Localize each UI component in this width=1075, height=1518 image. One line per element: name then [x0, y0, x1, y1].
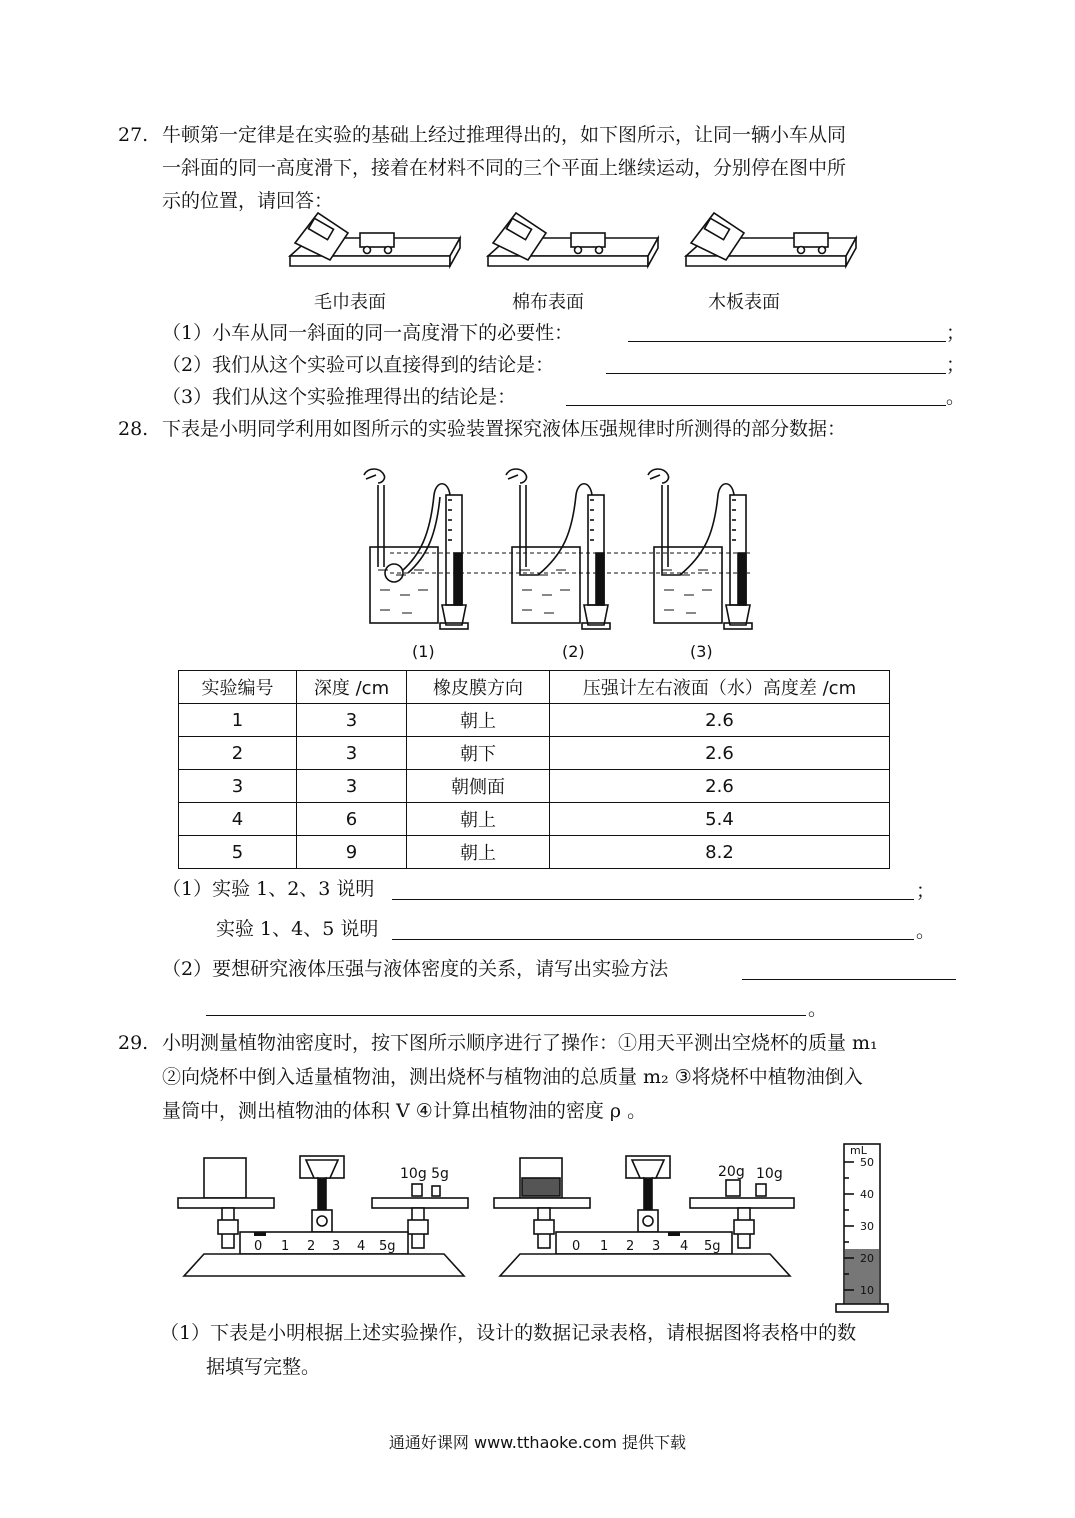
surface-label-wood: 木板表面	[708, 292, 780, 313]
header-height-difference: 压强计左右液面（水）高度差 /cm	[550, 671, 890, 704]
q28-answer-blank-3[interactable]	[742, 979, 956, 980]
balance2-weight-b: 10g	[756, 1166, 783, 1182]
table-cell: 2.6	[550, 704, 890, 737]
table-cell: 朝上	[407, 836, 550, 869]
q27-stem-line3: 示的位置，请回答：	[162, 190, 334, 212]
q27-sub3-end: 。	[946, 386, 966, 408]
q28-pressure-figure	[350, 455, 780, 635]
table-row	[179, 737, 890, 770]
q29-stem-line1: 小明测量植物油密度时，按下图所示顺序进行了操作：①用天平测出空烧杯的质量 m₁	[162, 1032, 878, 1054]
surface-label-towel: 毛巾表面	[314, 292, 386, 313]
q29-sub1-line1: （1）下表是小明根据上述实验操作，设计的数据记录表格，请根据图将表格中的数	[160, 1322, 857, 1344]
table-row	[179, 836, 890, 869]
cylinder-tick-40: 40	[860, 1188, 874, 1201]
scale-tick-3: 3	[652, 1239, 661, 1254]
q27-sub2-end: ；	[946, 354, 966, 376]
figure-label-2: (2)	[562, 642, 585, 661]
q29-stem-line2: ②向烧杯中倒入适量植物油，测出烧杯与植物油的总质量 m₂ ③将烧杯中植物油倒入	[162, 1066, 863, 1088]
cylinder-tick-30: 30	[860, 1220, 874, 1233]
table-cell: 1	[179, 704, 297, 737]
q27-sub1-end: ；	[946, 322, 966, 344]
table-cell: 2.6	[550, 737, 890, 770]
header-experiment-no: 实验编号	[179, 671, 297, 704]
scale-tick-5: 5g	[379, 1239, 396, 1254]
q27-sub1: （1）小车从同一斜面的同一高度滑下的必要性：	[162, 322, 574, 344]
pressure-data-table	[178, 670, 890, 869]
page-footer: 通通好课网 www.tthaoke.com 提供下载	[388, 1433, 687, 1452]
q27-answer-blank-1[interactable]	[628, 341, 946, 342]
q28-sub2: （2）要想研究液体压强与液体密度的关系，请写出实验方法	[162, 958, 669, 980]
q28-sub1b: 实验 1、4、5 说明	[216, 918, 379, 940]
table-cell: 9	[297, 836, 407, 869]
table-cell: 朝上	[407, 704, 550, 737]
figure-label-3: (3)	[690, 642, 713, 661]
table-row	[179, 704, 890, 737]
q28-sub1a: （1）实验 1、2、3 说明	[162, 878, 375, 900]
q27-number: 27.	[118, 124, 149, 146]
table-header-row	[179, 671, 890, 704]
scale-tick-0: 0	[254, 1239, 263, 1254]
scale-tick-1: 1	[281, 1239, 290, 1254]
q27-incline-figure-3	[676, 208, 876, 278]
table-cell: 5	[179, 836, 297, 869]
q28-sub1b-end: 。	[916, 920, 936, 942]
table-cell: 朝下	[407, 737, 550, 770]
cylinder-tick-50: 50	[860, 1156, 874, 1169]
scale-tick-2: 2	[626, 1239, 635, 1254]
scale-tick-2: 2	[307, 1239, 316, 1254]
cylinder-unit: mL	[850, 1144, 867, 1157]
balance2-weight-a: 20g	[718, 1164, 745, 1180]
balance-beaker-with-oil	[490, 1150, 810, 1290]
surface-label-cotton: 棉布表面	[512, 292, 584, 313]
q27-stem-line2: 一斜面的同一高度滑下，接着在材料不同的三个平面上继续运动，分别停在图中所	[162, 157, 847, 179]
table-cell: 5.4	[550, 803, 890, 836]
figure-label-1: (1)	[412, 642, 435, 661]
q29-sub1-line2: 据填写完整。	[206, 1356, 321, 1378]
table-row	[179, 770, 890, 803]
q29-number: 29.	[118, 1032, 149, 1054]
table-cell: 4	[179, 803, 297, 836]
cylinder-tick-20: 20	[860, 1252, 874, 1265]
q28-answer-blank-1[interactable]	[392, 899, 914, 900]
scale-tick-0: 0	[572, 1239, 581, 1254]
table-cell: 6	[297, 803, 407, 836]
table-cell: 3	[179, 770, 297, 803]
q28-answer-blank-4[interactable]	[206, 1015, 806, 1016]
q28-number: 28.	[118, 418, 149, 440]
q27-stem-line1: 牛顿第一定律是在实验的基础上经过推理得出的，如下图所示，让同一辆小车从同	[162, 124, 847, 146]
header-depth: 深度 /cm	[297, 671, 407, 704]
balance1-weights: 10g 5g	[400, 1166, 449, 1182]
graduated-cylinder	[834, 1136, 894, 1316]
table-cell: 3	[297, 704, 407, 737]
q28-answer-blank-2[interactable]	[392, 939, 914, 940]
q28-sub1a-end: ；	[916, 880, 936, 902]
cylinder-tick-10: 10	[860, 1284, 874, 1297]
table-cell: 朝上	[407, 803, 550, 836]
balance-empty-beaker	[174, 1150, 474, 1290]
scale-tick-4: 4	[680, 1239, 689, 1254]
table-row	[179, 803, 890, 836]
q28-stem: 下表是小明同学利用如图所示的实验装置探究液体压强规律时所测得的部分数据：	[162, 418, 847, 440]
table-cell: 2.6	[550, 770, 890, 803]
scale-tick-5: 5g	[704, 1239, 721, 1254]
header-membrane-direction: 橡皮膜方向	[407, 671, 550, 704]
scale-tick-1: 1	[600, 1239, 609, 1254]
q28-sub2-end: 。	[808, 998, 828, 1020]
q27-incline-figure-2	[478, 208, 678, 278]
q27-sub2: （2）我们从这个实验可以直接得到的结论是：	[162, 354, 555, 376]
q27-answer-blank-3[interactable]	[566, 405, 946, 406]
table-cell: 2	[179, 737, 297, 770]
scale-tick-4: 4	[357, 1239, 366, 1254]
table-cell: 3	[297, 737, 407, 770]
scale-tick-3: 3	[332, 1239, 341, 1254]
q29-stem-line3: 量筒中，测出植物油的体积 V ④计算出植物油的密度 ρ 。	[162, 1100, 647, 1122]
q27-sub3: （3）我们从这个实验推理得出的结论是：	[162, 386, 517, 408]
table-cell: 8.2	[550, 836, 890, 869]
table-cell: 3	[297, 770, 407, 803]
q27-answer-blank-2[interactable]	[606, 373, 946, 374]
table-cell: 朝侧面	[407, 770, 550, 803]
